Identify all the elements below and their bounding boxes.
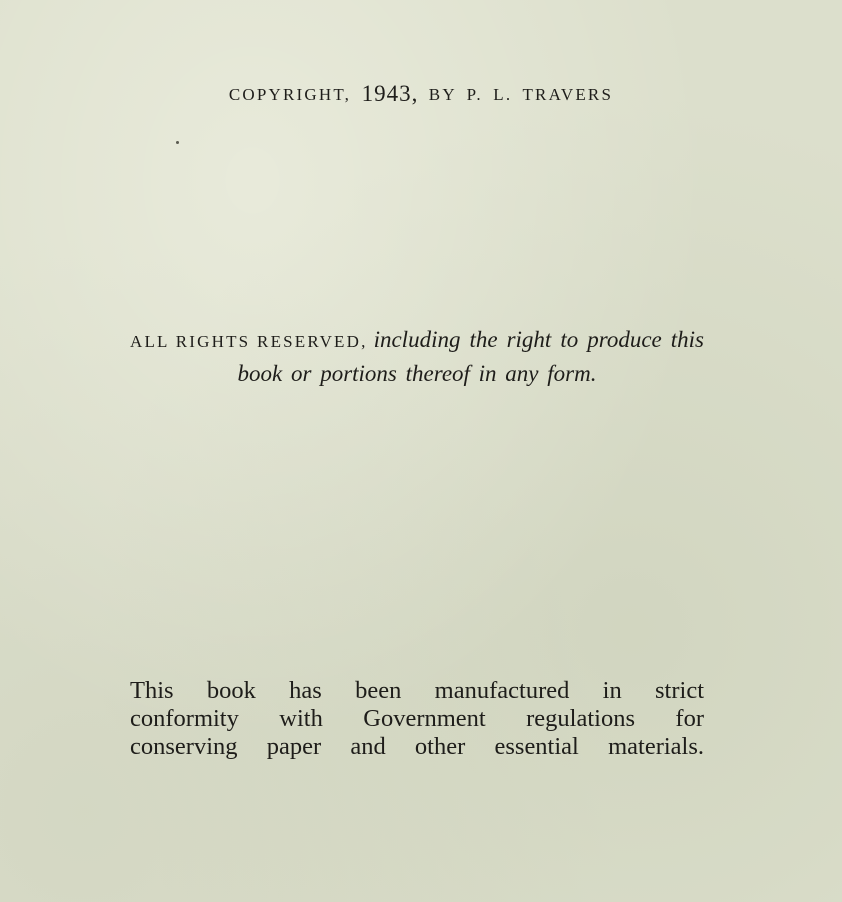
manufacturing-notice	[130, 677, 704, 761]
notice-line-3: conserving paper and other essential materials.	[130, 733, 704, 760]
rights-italic: including the right to produce this book or portions thereof in any form.	[237, 327, 704, 386]
notice-line-1: This book has been manufactured in strict	[130, 677, 704, 704]
copyright-year: 1943,	[361, 81, 419, 106]
rights-statement	[130, 324, 704, 390]
paper-speck	[176, 141, 179, 144]
rights-caps: ALL RIGHTS RESERVED,	[130, 332, 368, 351]
notice-line-2: conformity with Government regulations for	[130, 705, 704, 732]
copyright-prefix: COPYRIGHT,	[228, 85, 352, 104]
copyright-author: BY P. L. TRAVERS	[428, 85, 614, 104]
copyright-notice	[0, 80, 842, 106]
